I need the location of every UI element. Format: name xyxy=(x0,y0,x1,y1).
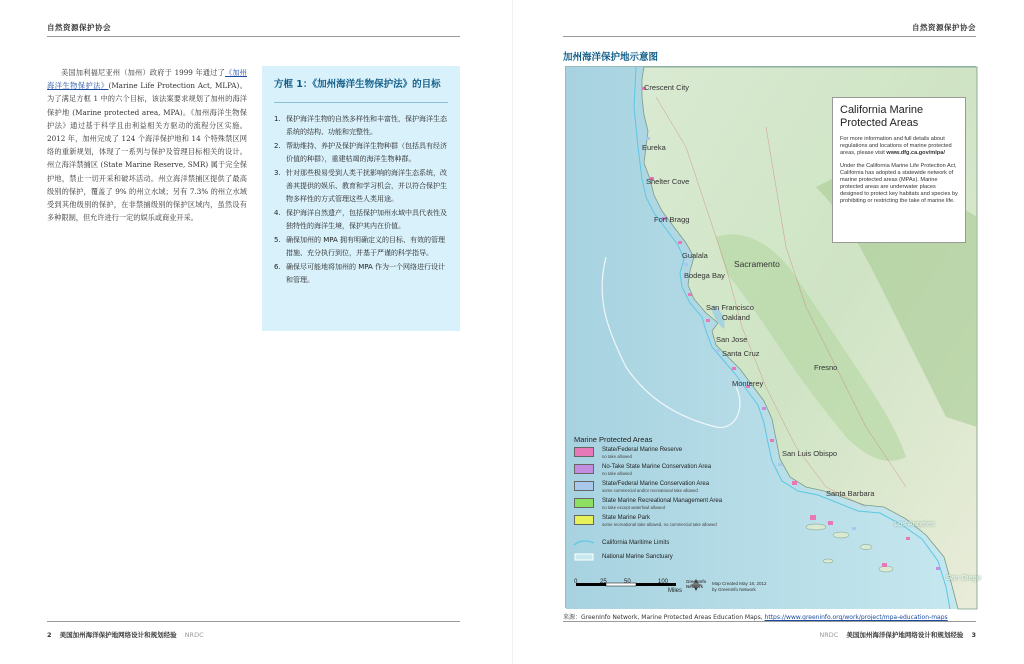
footer-tag: NRDC xyxy=(819,631,839,639)
scale-label: 100 xyxy=(658,579,669,585)
body-paragraph xyxy=(47,66,247,224)
box-1-rule xyxy=(274,102,448,103)
right-header-rule xyxy=(563,36,976,37)
mlpa-link[interactable]: 《加州海洋生物保护法》 xyxy=(47,68,247,91)
item-number: 2. xyxy=(274,142,281,150)
legend-line-item xyxy=(574,536,754,550)
city-label: Bodega Bay xyxy=(684,271,725,280)
mpa-marker xyxy=(828,521,833,525)
legend-item xyxy=(574,447,754,464)
mpa-marker xyxy=(706,319,710,322)
map-info-card xyxy=(832,97,966,243)
map-card-text-1: For more information and full details about regulations and locations of marine protected areas, please visit xyxy=(840,136,952,156)
city-label: San Diego xyxy=(946,573,982,582)
box-1-item xyxy=(274,234,448,260)
legend-swatch xyxy=(574,515,594,525)
map-card-title: California Marine Protected Areas xyxy=(840,104,924,129)
city-label: Monterey xyxy=(732,379,764,388)
legend-name: State/Federal Marine Conservation Area xyxy=(602,481,710,487)
legend-item xyxy=(574,498,754,515)
maritime-line-icon xyxy=(574,539,594,547)
city-label: Los Angeles xyxy=(894,519,935,528)
mlpa-url-link[interactable]: www.dfg.ca.gov/mlpa/ xyxy=(886,150,945,156)
scale-label: 0 xyxy=(574,579,578,585)
city-label: Santa Barbara xyxy=(826,489,875,498)
legend-swatch xyxy=(574,481,594,491)
mpa-marker xyxy=(906,537,910,540)
mpa-marker xyxy=(688,293,692,296)
mpa-marker xyxy=(770,439,774,442)
mpa-marker xyxy=(684,263,688,266)
legend-name: State Marine Park xyxy=(602,515,651,521)
left-header-rule xyxy=(47,36,460,37)
legend-sub: no take except waterfowl allowed xyxy=(602,505,666,510)
legend-item xyxy=(574,515,754,532)
item-number: 1. xyxy=(274,115,281,123)
city-label: Crescent City xyxy=(644,83,690,92)
box-1-item xyxy=(274,113,448,139)
scale-unit: Miles xyxy=(668,588,683,594)
mpa-marker xyxy=(936,567,940,570)
credit-author: by GreenInfo Network xyxy=(712,586,756,592)
item-number: 5. xyxy=(274,236,281,244)
legend-name: National Marine Sanctuary xyxy=(602,553,673,560)
channel-island xyxy=(833,532,849,538)
mpa-marker xyxy=(678,241,682,244)
legend-sub: some commercial and/or recreational take allowed xyxy=(602,488,698,493)
left-footer xyxy=(47,630,204,639)
legend-name: State Marine Recreational Management Area xyxy=(602,498,723,504)
channel-island xyxy=(823,559,833,563)
source-prefix: 来源：GreenInfo Network, Marine Protected Areas Education Maps, xyxy=(563,614,763,621)
item-text: 针对那些极易受到人类干扰影响的海洋生态系统，改善其提供的娱乐、教育和学习机会，并以符合保护生物多样性的方式管理这些人类用途。 xyxy=(286,169,447,203)
city-label: Santa Cruz xyxy=(722,349,760,358)
map-title: 加州海洋保护地示意图 xyxy=(563,52,659,63)
box-1 xyxy=(262,66,460,331)
mpa-marker xyxy=(852,527,856,530)
legend-sub: no take allowed xyxy=(602,471,632,476)
channel-island xyxy=(806,524,826,530)
legend-item xyxy=(574,481,754,498)
item-text: 保护海洋生物的自然多样性和丰富性，保护海洋生态系统的结构、功能和完整性。 xyxy=(286,115,447,136)
footer-tag: NRDC xyxy=(184,631,204,639)
mpa-marker xyxy=(882,563,887,567)
legend-swatch xyxy=(574,447,594,457)
right-header: 自然资源保护协会 xyxy=(912,23,976,32)
footer-title: 美国加州海洋保护地网络设计和规划经验 xyxy=(59,631,177,639)
page-number: 3 xyxy=(971,631,976,639)
mpa-marker xyxy=(732,367,736,370)
page-gutter xyxy=(512,0,513,664)
map-card-text-2: Under the California Marine Life Protection Act, California has adopted a statewide network of marine protected areas (MPAs). Marine protected areas are underwater places designed to protect key habitats and species by prohibiting or restricting the take of marine life. xyxy=(840,163,958,204)
item-number: 4. xyxy=(274,209,281,217)
body-text-1: 美国加利福尼亚州（加州）政府于 1999 年通过了 xyxy=(61,68,225,77)
item-text: 保护海洋自然遗产，包括保护加州水域中具代表性及独特性的海洋生境，保护其内在价值。 xyxy=(286,209,447,230)
mpa-legend-title: Marine Protected Areas xyxy=(574,435,653,444)
item-text: 帮助维持、养护及保护海洋生物种群（包括具有经济价值的种群），重建枯竭的海洋生物种群。 xyxy=(286,142,447,163)
footer-title: 美国加州海洋保护地网络设计和规划经验 xyxy=(846,631,964,639)
city-label: Shelter Cove xyxy=(646,177,690,186)
legend-sub: some recreational take allowed, no commercial take allowed xyxy=(602,522,717,527)
item-text: 确保加州的 MPA 拥有明确定义的目标、有效的管理措施、充分执行到位，并基于严谨的科学指导。 xyxy=(286,236,446,257)
box-1-item xyxy=(274,207,448,233)
mpa-marker xyxy=(646,137,650,140)
left-footer-rule xyxy=(47,621,460,622)
city-label: Oakland xyxy=(722,313,750,322)
legend-name: California Maritime Limits xyxy=(602,539,670,546)
legend-name: No-Take State Marine Conservation Area xyxy=(602,464,712,470)
channel-island xyxy=(860,545,872,550)
city-label: Sacramento xyxy=(734,259,780,269)
legend-item xyxy=(574,464,754,481)
scale-label: 50 xyxy=(624,579,631,585)
legend-name: State/Federal Marine Reserve xyxy=(602,447,683,453)
left-header: 自然资源保护协会 xyxy=(47,23,111,32)
california-mpa-map xyxy=(565,66,982,608)
credit-date: Map Created May 18, 2012 xyxy=(712,581,767,586)
right-footer xyxy=(819,630,976,639)
logo-text: GreenInfo Network xyxy=(686,579,707,589)
city-label: Fort Bragg xyxy=(654,215,690,224)
mpa-marker xyxy=(762,407,766,410)
map-credit xyxy=(712,581,767,592)
legend-line-item xyxy=(574,550,754,564)
page-number: 2 xyxy=(47,631,52,639)
scale-label: 25 xyxy=(600,579,607,585)
box-1-list xyxy=(274,113,448,287)
body-text-2: (Marine Life Protection Act, MLPA)。为了满足方框 1 中的六个目标，该法案要求规划了加州的海洋保护地 (Marine protected area, MPA)。《加州海洋生物保护法》通过基于科学且由利益相关方驱动的流程分区实施。2012 年，加州完成了 124 个海洋保护地和 14 个特殊禁区网络的重新规划，体现了一系列与保护及管理目标相关的设计。州立海洋禁捕区 (State Marine Reserve, SMR) 属于完全保护地，禁止一切开采和破坏活动。州立海洋禁捕区提供了最高级别的保护，覆盖了 9% 的州立水域；另有 7.3% 的州立水域受到其他级别的保护，在非禁捕级别的保护区域内，虽然设有多种限制，但允许进行一定的娱乐或商业开采。 xyxy=(47,81,247,223)
mpa-legend xyxy=(574,435,754,564)
city-label: San Jose xyxy=(716,335,748,344)
mpa-marker xyxy=(716,349,720,352)
map-card-info xyxy=(840,136,958,157)
box-1-item xyxy=(274,167,448,206)
map-source xyxy=(563,612,948,621)
mpa-marker xyxy=(778,463,782,466)
mpa-marker xyxy=(810,515,816,520)
right-footer-rule xyxy=(563,621,976,622)
city-label: San Francisco xyxy=(706,303,754,312)
mpa-marker xyxy=(792,481,797,485)
item-number: 6. xyxy=(274,263,281,271)
scale-labels xyxy=(574,579,714,603)
box-1-title: 方框 1：《加州海洋生物保护法》的目标 xyxy=(274,79,441,90)
sanctuary-line-icon xyxy=(574,553,594,561)
item-text: 确保尽可能地将加州的 MPA 作为一个网络进行设计和管理。 xyxy=(286,263,446,284)
city-label: Eureka xyxy=(642,143,666,152)
city-label: Fresno xyxy=(814,363,838,372)
legend-swatch xyxy=(574,498,594,508)
city-label: San Luis Obispo xyxy=(782,449,838,458)
box-1-item xyxy=(274,261,448,287)
legend-swatch xyxy=(574,464,594,474)
source-url-link[interactable]: https://www.greeninfo.org/work/project/mpa-education-maps xyxy=(764,614,948,621)
city-label: Gualala xyxy=(682,251,708,260)
item-number: 3. xyxy=(274,169,281,177)
legend-sub: no take allowed xyxy=(602,454,632,459)
box-1-item xyxy=(274,140,448,166)
